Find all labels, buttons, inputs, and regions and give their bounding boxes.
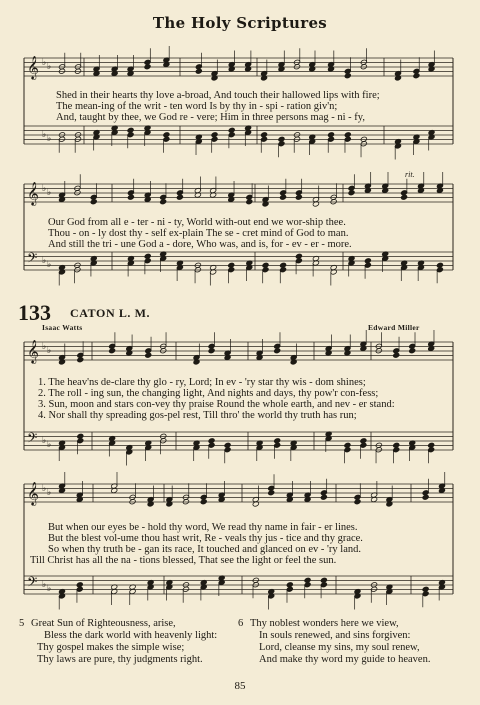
note-head — [268, 490, 275, 496]
stanza-line: Bless the dark world with heavenly light: — [44, 630, 218, 641]
flat-sign: ♭ — [42, 436, 47, 446]
note-head — [200, 499, 207, 505]
treble-clef: 𝄞 — [27, 339, 39, 363]
flat-sign: ♭ — [47, 584, 52, 594]
flat-sign: ♭ — [47, 440, 52, 450]
flat-sign: ♭ — [42, 184, 47, 194]
lyric-line: Shed in their hearts thy love a-broad, And touch their hallowed lips with fire; — [56, 90, 380, 101]
flat-sign: ♭ — [47, 62, 52, 72]
lyric-line: 1. The heav'ns de-clare thy glo - ry, Lord; In ev - 'ry star thy wis - dom shines; — [38, 377, 366, 388]
page-number: 85 — [234, 680, 246, 692]
treble-clef: 𝄞 — [27, 181, 39, 205]
note-head — [413, 73, 420, 79]
note-head — [401, 194, 408, 200]
lyric-line: The mean-ing of the writ - ten word Is by thy in - spi - ration giv'n; — [56, 101, 338, 112]
hymn-number: 133 — [18, 300, 51, 325]
note-head — [176, 194, 183, 200]
note-head — [208, 348, 215, 354]
treble-clef: 𝄞 — [27, 55, 39, 79]
lyric-line: And still the tri - une God a - dore, Who was, and is, for - ev - er - more. — [48, 239, 352, 250]
note-head — [422, 494, 429, 500]
author-credit: Isaac Watts — [42, 323, 83, 332]
note-head — [409, 348, 416, 354]
stanza-line: And make thy word my guide to heaven. — [259, 654, 431, 665]
flat-sign: ♭ — [47, 488, 52, 498]
lyric-line: 2. The roll - ing sun, the changing light, And nights and days, thy pow'r con-fess; — [38, 388, 379, 399]
bass-clef: 𝄢 — [27, 574, 38, 593]
flat-sign: ♭ — [42, 484, 47, 494]
lyric-line: So when thy truth be - gan its race, It touched and glanced on ev - 'ry land. — [48, 544, 362, 555]
lyric-line: 3. Sun, moon and stars con-vey thy praise Round the whole earth, and nev - er stand: — [38, 399, 395, 410]
note-head — [160, 199, 167, 205]
composer-credit: Edward Miller — [368, 323, 420, 332]
page-header: The Holy Scriptures — [152, 14, 328, 32]
lyric-line: 4. Nor shall thy spreading gos-pel rest, Till thro' the world thy truth has run; — [38, 410, 357, 421]
bass-clef: 𝄢 — [27, 430, 38, 449]
tempo-mark: rit. — [405, 170, 415, 179]
flat-sign: ♭ — [47, 260, 52, 270]
note-head — [90, 199, 97, 205]
note-head — [280, 194, 287, 200]
lyric-line: But the blest vol-ume thou hast writ, Re - veals thy jus - tice and thy grace. — [48, 533, 363, 544]
treble-clef: 𝄞 — [27, 481, 39, 505]
note-head — [109, 348, 116, 354]
flat-sign: ♭ — [42, 580, 47, 590]
flat-sign: ♭ — [42, 130, 47, 140]
flat-sign: ♭ — [42, 58, 47, 68]
stanza-5-number: 5 — [19, 618, 25, 629]
lyric-line: Till Christ has all the na - tions blessed, That see the light or feel the sun. — [30, 555, 337, 566]
lyric-line: Our God from all e - ter - ni - ty, World with-out end we wor-ship thee. — [48, 217, 346, 228]
flat-sign: ♭ — [42, 342, 47, 352]
note-head — [344, 73, 351, 79]
note-head — [144, 64, 151, 70]
note-head — [274, 348, 281, 354]
note-head — [393, 352, 400, 358]
hymn-tune-title: CATON L. M. — [70, 306, 151, 320]
note-head — [348, 190, 355, 196]
flat-sign: ♭ — [47, 134, 52, 144]
stanza-line: Thy noblest wonders here we view, — [250, 618, 399, 629]
stanza-line: In souls renewed, and sins forgiven: — [259, 630, 411, 641]
note-head — [77, 357, 84, 363]
bass-clef: 𝄢 — [27, 250, 38, 269]
note-head — [127, 194, 134, 200]
note-head — [354, 499, 361, 505]
lyric-line: Thou - on - ly dost thy - self ex-plain The se - cret mind of God to man. — [48, 228, 349, 239]
note-head — [320, 494, 327, 500]
stanza-line: Thy gospel makes the simple wise; — [37, 642, 185, 653]
flat-sign: ♭ — [42, 256, 47, 266]
lyric-line: But when our eyes be - hold thy word, We read thy name in fair - er lines. — [48, 522, 358, 533]
flat-sign: ♭ — [47, 346, 52, 356]
flat-sign: ♭ — [47, 188, 52, 198]
stanza-line: Thy laws are pure, thy judgments right. — [37, 654, 203, 665]
note-head — [145, 352, 152, 358]
lyric-line: And, taught by thee, we God re - vere; Him in three persons mag - ni - fy, — [56, 112, 365, 123]
stanza-line: Lord, cleanse my sins, my soul renew, — [259, 642, 420, 653]
note-head — [246, 199, 253, 205]
note-head — [195, 68, 202, 74]
note-head — [295, 194, 302, 200]
stanza-6-number: 6 — [238, 618, 244, 629]
stanza-line: Great Sun of Righteousness, arise, — [31, 618, 176, 629]
